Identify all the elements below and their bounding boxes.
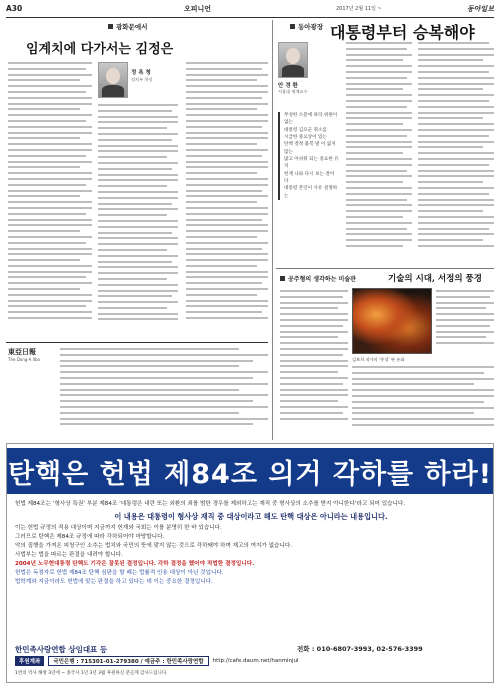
- pull-quote-line: 헌재 나와 다시 보는 결이 다: [284, 171, 335, 185]
- ad-warning-3: 법학계와 지금이라도 헌법에 맞는 판결을 하고 있다는 데 이는 중요한 결정입니다.: [15, 579, 213, 586]
- masthead-rule: [6, 342, 268, 343]
- donation-tag: 후원계좌: [15, 656, 44, 666]
- ad-banner-text: 탄핵은 헌법 제84조 의거 각하를 하라!: [7, 458, 493, 490]
- pull-quote-line: 무성한 소문에 따라 위원이 없는: [284, 113, 338, 126]
- page-number: A30: [6, 4, 23, 13]
- ad-footer: 1번의 역사 해방 3년에 ~ 종국사 1년 3년 3월 후원하신 분들께 감사드립니다.: [15, 671, 168, 676]
- lower-section-rule: [276, 268, 494, 269]
- left-article-text-2: [98, 104, 178, 334]
- ad-body: [15, 500, 487, 587]
- pull-quote-line: 많고 아쉬워 되는 중요한 유지: [284, 157, 339, 170]
- paper-name: 동아일보: [466, 5, 494, 13]
- left-author-name: 정 욕 청: [131, 70, 151, 76]
- lower-article-text-3: [352, 366, 494, 436]
- page-header: [6, 4, 494, 16]
- right-article-text-1: [346, 42, 412, 262]
- section-title: 오피니언: [184, 5, 212, 13]
- square-icon: [108, 24, 113, 29]
- ad-paragraph: 이는 헌법 규정의 적용 대상이며 지금까지 헌재와 국회는 이를 분명히 한 바 있습니다.: [15, 525, 222, 532]
- lower-article-text-1: [280, 290, 348, 436]
- pull-quote-line: 대통령 김포군 취소를: [284, 127, 327, 133]
- ad-paragraph: 헌법 제84조는 ‘형사상 특권’ 부분 제84조 ‘대통령은 내란 또는 외환의 죄를 범한 경우를 제외하고는 재직 중 형사상의 소추를 받지 아니한다’라고 되어 있습니다.: [15, 501, 406, 507]
- pull-quote-line: 시급한 중요상이 있는: [284, 135, 327, 141]
- ad-contact: 전화 : 010-6807-3993, 02-576-3399: [297, 645, 423, 653]
- artwork-caption: 김보희 작가의 ‘풍경’ 판 유화: [352, 357, 405, 362]
- ad-paragraph: 그러므로 탄핵은 제84조 규정에 따라 각하되어야 마땅합니다.: [15, 534, 165, 541]
- issue-date: 2017년 2월 11일 ~: [336, 6, 382, 12]
- square-icon: [280, 276, 285, 281]
- lower-column-tag: 공주형의 생각하는 미술관: [280, 274, 356, 283]
- left-column-tag: 광화문에서: [108, 22, 147, 31]
- right-author-role: 서울대 명예교수: [278, 89, 308, 94]
- left-headline: 임계치에 다가서는 김정은: [26, 42, 174, 57]
- ad-donation-strip: [15, 656, 299, 666]
- lower-article-text-2: [436, 290, 494, 354]
- left-author-photo: [98, 62, 128, 98]
- ad-paragraph: 악의 집행을 가져온 피청구인 소추는 법치와 국민의 뜻에 맞지 않는 것으로 각하돼야 하며 재고의 여지가 없습니다.: [15, 543, 293, 550]
- ad-banner: [7, 448, 493, 494]
- masthead-info-text: [60, 348, 268, 434]
- masthead-name: 東亞日報: [8, 347, 36, 356]
- right-headline: 대통령부터 승복해야: [330, 23, 475, 42]
- pull-quote-line: 탄핵 결정 불복 말 이 없지 않는: [284, 142, 336, 155]
- right-article-text-2: [418, 42, 494, 262]
- left-article-text-3: [186, 62, 268, 334]
- left-article-text-1: [8, 62, 92, 334]
- ad-emphasis: 이 내용은 대통령이 형사상 재직 중 대상이라고 해도 탄핵 대상은 아니라는 내용입니다.: [114, 511, 388, 521]
- masthead-sub: The Dong-A Ilbo: [8, 357, 40, 362]
- right-column-tag: 동아광장: [290, 22, 323, 31]
- header-rule: [6, 17, 494, 18]
- pull-quotes: [278, 112, 340, 200]
- ad-organization: 한민족사랑연합 상임대표 등: [15, 645, 108, 654]
- advertisement: [6, 443, 494, 683]
- right-author-photo: [278, 42, 308, 78]
- ad-paragraph: 사법부는 법을 따르는 판결을 내려야 합니다.: [15, 552, 123, 559]
- artwork-image: [352, 288, 432, 354]
- right-author-name: 안 경 환: [278, 83, 298, 89]
- pull-quote-line: 대통령 본인이 사유 설명하는: [284, 186, 338, 199]
- left-author-role: 정치부 차장: [131, 77, 153, 82]
- ad-warning-2: 헌법은 독점자로 헌법 제84조 탄핵 심판을 할 때는 법률적 인용 대상이 아닌 것입니다.: [15, 570, 224, 577]
- ad-warning: 2004년 노무현대통령 탄핵도 기각은 잘못된 결정입니다. 각하 결정을 했어야 적법한 결정입니다.: [15, 561, 255, 568]
- square-icon: [290, 24, 295, 29]
- donation-account: 국민은행 : 715301-01-279380 / 예금주 : 한민족사랑연합: [48, 656, 208, 666]
- lower-headline: 기술의 시대, 서정의 풍경: [388, 274, 482, 284]
- ad-website[interactable]: http://cafe.daum.net/hanminjul: [212, 658, 299, 664]
- column-divider: [272, 20, 273, 440]
- masthead: [8, 347, 40, 362]
